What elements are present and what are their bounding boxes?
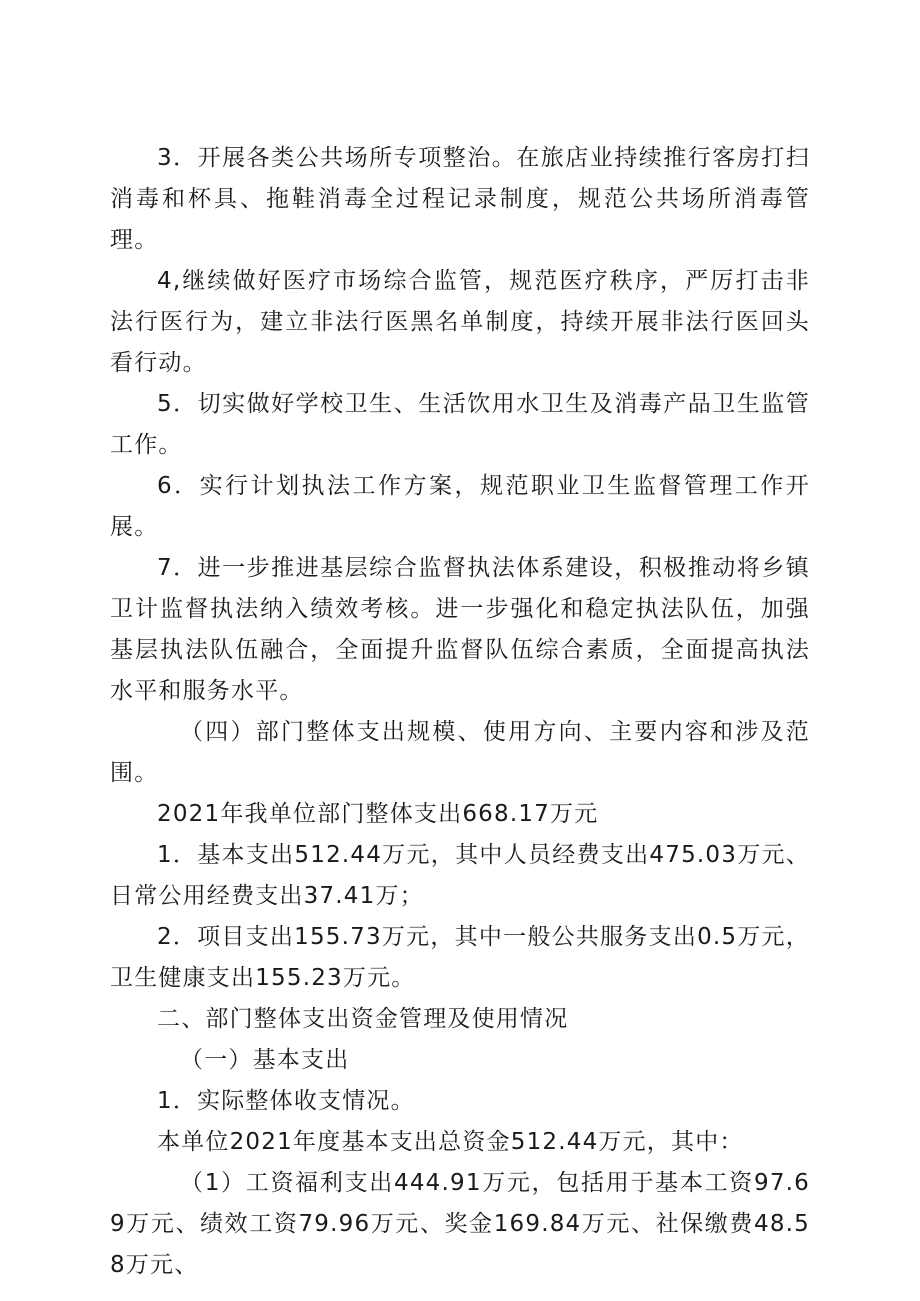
paragraph-basic-expenditure: 1．基本支出512.44万元，其中人员经费支出475.03万元、日常公用经费支出37.41万； (110, 842, 810, 909)
paragraph-public-places-rectification: 3．开展各类公共场所专项整治。在旅店业持续推行客房打扫消毒和杯具、拖鞋消毒全过程记录制度，规范公共场所消毒管理。 (110, 145, 810, 253)
paragraph-basic-expenditure-total: 本单位2021年度基本支出总资金512.44万元，其中： (157, 1129, 744, 1155)
paragraph-grassroots-enforcement: 7．进一步推进基层综合监督执法体系建设，积极推动将乡镇卫计监督执法纳入绩效考核。进一步强化和稳定执法队伍，加强基层执法队伍融合，全面提升监督队伍综合素质，全面提高执法水平和服务水平。 (110, 555, 810, 704)
section-heading-overall-expenditure: （四）部门整体支出规模、使用方向、主要内容和涉及范围。 (110, 719, 810, 786)
paragraph-wage-welfare: （1）工资福利支出444.91万元，包括用于基本工资97.69万元、绩效工资79.96万元、奖金169.84万元、社保缴费48.58万元、 (110, 1170, 810, 1278)
paragraph-project-expenditure: 2．项目支出155.73万元，其中一般公共服务支出0.5万元，卫生健康支出155.23万元。 (110, 924, 810, 991)
paragraph-school-water-disinfection: 5．切实做好学校卫生、生活饮用水卫生及消毒产品卫生监管工作。 (110, 391, 810, 458)
paragraph-medical-market-supervision: 4,继续做好医疗市场综合监管，规范医疗秩序，严厉打击非法行医行为，建立非法行医黑名单制度，持续开展非法行医回头看行动。 (110, 268, 810, 376)
subsection-heading-basic-expenditure: （一）基本支出 (180, 1047, 350, 1073)
section-heading-fund-management: 二、部门整体支出资金管理及使用情况 (157, 1006, 569, 1032)
document-page (110, 138, 810, 1286)
paragraph-actual-income-expenditure: 1．实际整体收支情况。 (157, 1088, 415, 1114)
paragraph-total-expenditure: 2021年我单位部门整体支出668.17万元 (157, 801, 599, 827)
paragraph-planned-enforcement: 6．实行计划执法工作方案，规范职业卫生监督管理工作开展。 (110, 473, 810, 540)
